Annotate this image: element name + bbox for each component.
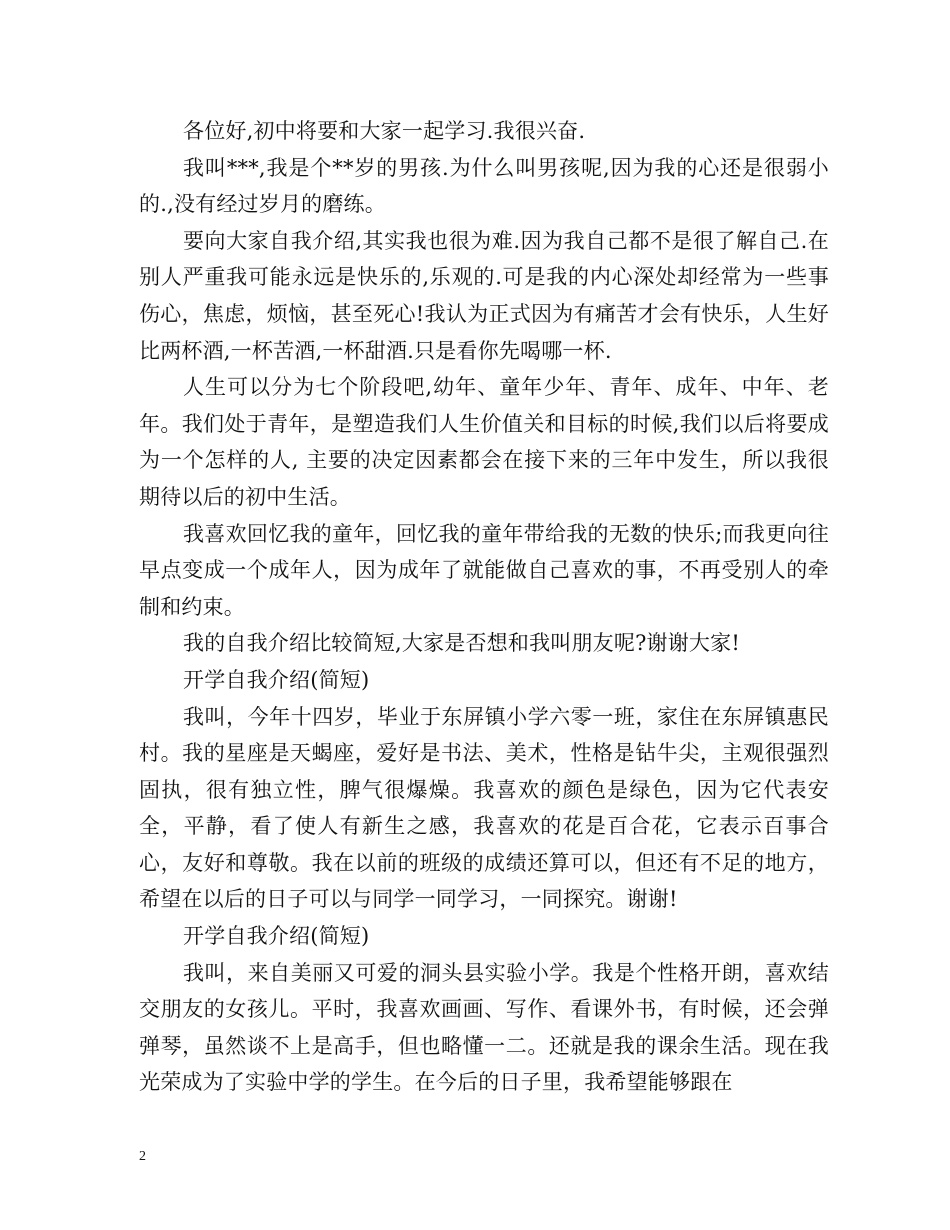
paragraph: 我的自我介绍比较简短,大家是否想和我叫朋友呢?谢谢大家! [183,631,740,656]
paragraph: 人生可以分为七个阶段吧,幼年、童年少年、青年、成年、中年、老年。我们处于青年，是塑造我们人生价值关和目标的时候,我们以后将要成为一个怎样的人, 主要的决定因素都会在接下来的三年中发生，所以我很期待以后的初中生活。 [139,375,829,509]
page-number: 2 [139,1149,146,1164]
paragraph: 我喜欢回忆我的童年，回忆我的童年带给我的无数的快乐;而我更向往早点变成一个成年人，因为成年了就能做自己喜欢的事，不再受别人的牵制和约束。 [139,521,829,619]
paragraph: 各位好,初中将要和大家一起学习.我很兴奋. [183,119,586,143]
paragraph: 我叫，今年十四岁，毕业于东屏镇小学六零一班，家住在东屏镇惠民村。我的星座是天蝎座，爱好是书法、美术，性格是钻牛尖，主观很强烈固执，很有独立性，脾气很爆燥。我喜欢的颜色是绿色，因为它代表安全，平静，看了使人有新生之感，我喜欢的花是百合花，它表示百事合心，友好和尊敬。我在以前的班级的成绩还算可以，但还有不足的地方，希望在以后的日子可以与同学一同学习，一同探究。谢谢! [139,704,829,912]
section-heading: 开学自我介绍(简短) [183,667,370,692]
section-heading: 开学自我介绍(简短) [183,924,370,949]
paragraph: 我叫，来自美丽又可爱的洞头县实验小学。我是个性格开朗，喜欢结交朋友的女孩儿。平时，我喜欢画画、写作、看课外书，有时候，还会弹弹琴，虽然谈不上是高手，但也略懂一二。还就是我的课余生活。现在我光荣成为了实验中学的学生。在今后的日子里，我希望能够跟在 [139,960,829,1095]
document-body [139,113,829,1101]
paragraph: 我叫***,我是个**岁的男孩.为什么叫男孩呢,因为我的心还是很弱小的.,没有经过岁月的磨练。 [139,155,829,217]
paragraph: 要向大家自我介绍,其实我也很为难.因为我自己都不是很了解自己.在别人严重我可能永远是快乐的,乐观的.可是我的内心深处却经常为一些事伤心，焦虑，烦恼，甚至死心!我认为正式因为有痛苦才会有快乐，人生好比两杯酒,一杯苦酒,一杯甜酒.只是看你先喝哪一杯. [139,228,829,363]
